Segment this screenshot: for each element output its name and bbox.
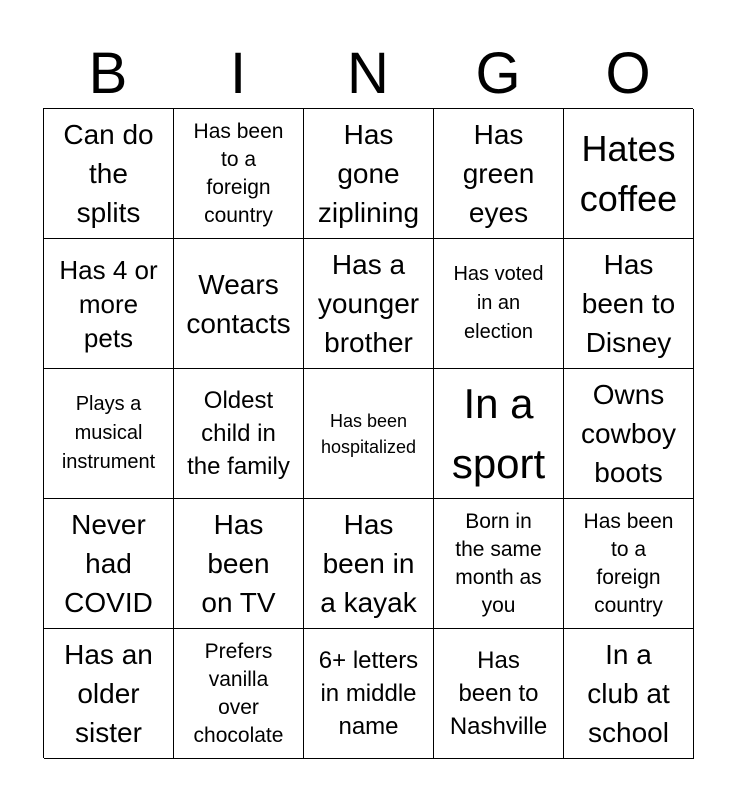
bingo-cell[interactable]: 6+ letters in middle name [304,629,434,759]
bingo-cell[interactable]: Plays a musical instrument [44,369,174,499]
bingo-cell[interactable]: Has an older sister [44,629,174,759]
bingo-cell[interactable]: Has been to Nashville [434,629,564,759]
bingo-cell[interactable]: Has been in a kayak [304,499,434,629]
header-letter-o: O [605,41,651,106]
bingo-cell[interactable]: Wears contacts [174,239,304,369]
bingo-cell[interactable]: Owns cowboy boots [564,369,694,499]
bingo-cell[interactable]: Prefers vanilla over chocolate [174,629,304,759]
bingo-cell[interactable]: Never had COVID [44,499,174,629]
bingo-cell[interactable]: Can do the splits [44,109,174,239]
bingo-cell[interactable]: Has been hospitalized [304,369,434,499]
bingo-cell[interactable]: Has a younger brother [304,239,434,369]
bingo-cell[interactable]: Born in the same month as you [434,499,564,629]
bingo-header [43,40,693,108]
bingo-cell[interactable]: Oldest child in the family [174,369,304,499]
bingo-cell[interactable]: Has been to a foreign country [564,499,694,629]
header-letter-n: N [347,41,389,106]
bingo-board [43,108,693,758]
bingo-cell[interactable]: Has been on TV [174,499,304,629]
header-letter-g: G [475,41,521,106]
bingo-cell[interactable]: Has gone ziplining [304,109,434,239]
bingo-cell[interactable]: Has voted in an election [434,239,564,369]
bingo-cell[interactable]: In a sport [434,369,564,499]
bingo-cell[interactable]: Has been to Disney [564,239,694,369]
bingo-cell[interactable]: Has green eyes [434,109,564,239]
bingo-cell[interactable]: Hates coffee [564,109,694,239]
bingo-cell[interactable]: Has 4 or more pets [44,239,174,369]
bingo-cell[interactable]: Has been to a foreign country [174,109,304,239]
header-letter-i: I [229,41,247,106]
header-letter-b: B [88,41,128,106]
bingo-cell[interactable]: In a club at school [564,629,694,759]
